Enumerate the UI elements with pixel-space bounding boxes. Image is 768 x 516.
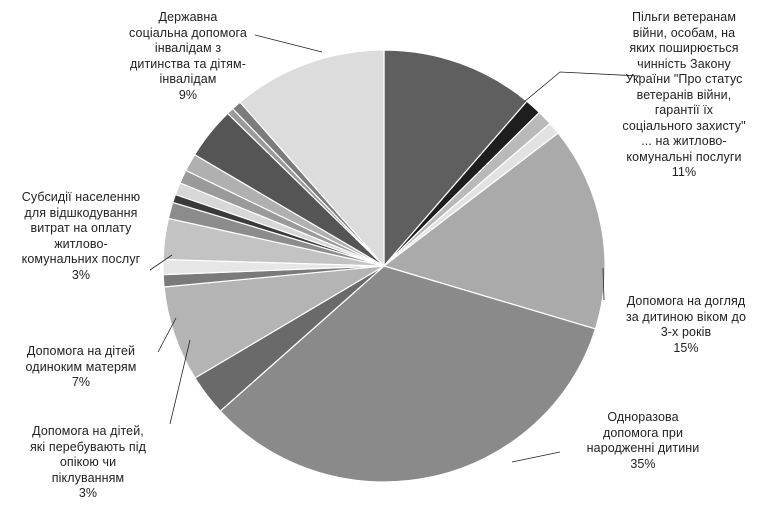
label-guardianship: Допомога на дітей, які перебувають під опікою чи піклуванням 3% [29, 424, 147, 500]
label-veterans: Пільги ветеранам війни, особам, на яких поширюється чинність Закону України "Про статус ветеранів війни, гарантії їх соціального захисту" ... на житлово- комунальні послуги 11% [622, 10, 746, 179]
label-birth: Одноразова допомога при народженні дитини 35% [586, 410, 700, 471]
label-childcare: Допомога на догляд за дитиною віком до 3-х років 15% [625, 294, 747, 355]
label-single-mothers: Допомога на дітей одиноким матерям 7% [25, 344, 137, 389]
label-subsidies: Субсидії населенню для відшкодування витрат на оплату житлово- комунальних послуг 3% [21, 190, 141, 282]
label-disabled: Державна соціальна допомога інвалідам з дитинства та дітям- інвалідам 9% [129, 10, 247, 102]
leader-line-3 [512, 452, 560, 462]
leader-line-5 [158, 318, 176, 352]
leader-line-4 [170, 340, 190, 424]
